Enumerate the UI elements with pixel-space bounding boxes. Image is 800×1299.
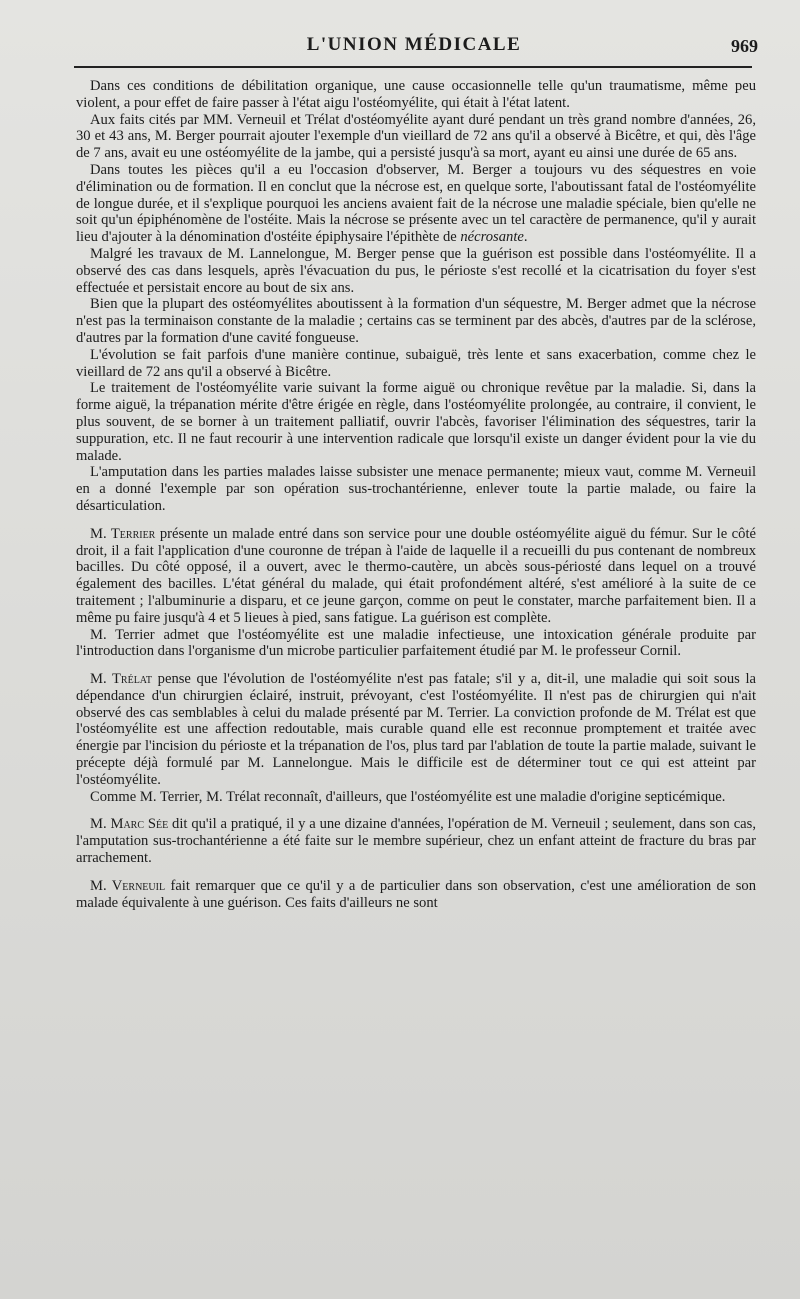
paragraph <box>76 526 756 627</box>
paragraph-text: Dans toutes les pièces qu'il a eu l'occasion d'observer, M. Berger a toujours vu des séquestres en voie d'élimination ou de formation. Il en conclut que la nécrose est, en quelque sorte, l'aboutissant fatal de l'ostéomyélite de longue durée, et il s'explique pourquoi les anciens avaient fait de la nécrose une maladie spéciale, bien qu'elle ne soit qu'un épiphénomène de l'ostéite. Mais la nécrose se présente avec un tel caractère de permanence, qu'il y aurait lieu d'ajouter à la dénomination d'ostéite épiphysaire l'épithète de <box>76 161 756 246</box>
paragraph-text: Aux faits cités par MM. Verneuil et Trélat d'ostéomyélite ayant duré pendant un très grand nombre d'années, 26, 30 et 43 ans, M. Berger pourrait ajouter l'exemple d'un vieillard de 72 ans qu'il a observé à Bicêtre, et qui, dès l'âge de 7 ans, avait eu une ostéomyélite de la jambe, qui a persisté jusqu'à sa mort, ayant eu ainsi une durée de 65 ans. <box>76 111 756 162</box>
article-body <box>76 78 756 911</box>
paragraph-text: M. Terrier admet que l'ostéomyélite est une maladie infectieuse, une intoxication générale produite par l'introduction dans l'organisme d'un microbe particulier parfaitement étudié par M. le professeur Cornil. <box>76 626 756 660</box>
paragraph <box>76 816 756 866</box>
speaker-name: M. Verneuil <box>90 877 166 894</box>
paragraph-text: pense que l'évolution de l'ostéomyélite n'est pas fatale; s'il y a, dit-il, une maladie qui soit sous la dépendance d'un chirurgien éclairé, instruit, prévoyant, c'est l'ostéomyélite. Il n'est pas de chirurgien qui n'ait observé des cas semblables à celui du malade présenté par M. Terrier. La conviction profonde de M. Trélat est que l'ostéomyélite est une affection redoutable, mais curable quand elle est reconnue promptement et traitée avec énergie par l'incision du périoste et la trépanation de l'os, plus tard par l'ablation de toute la partie malade, suivant le précepte déjà formulé par M. Lannelongue. Mais le difficile est de déterminer tout ce qui est atteint par l'ostéomyélite. <box>76 671 756 788</box>
paragraph <box>76 878 756 912</box>
paragraph-text: Comme M. Terrier, M. Trélat reconnaît, d'ailleurs, que l'ostéomyélite est une maladie d'origine septicémique. <box>90 788 726 805</box>
speaker-name: M. Trélat <box>90 671 153 688</box>
journal-title: L'UNION MÉDICALE <box>306 34 522 55</box>
paragraph <box>76 112 756 162</box>
paragraph-text: Bien que la plupart des ostéomyélites aboutissent à la formation d'un séquestre, M. Berger admet que la nécrose n'est pas la terminaison constante de la maladie ; certains cas se terminent par des abcès, d'autres par de la sclérose, d'autres par la formation d'une cavité fongueuse. <box>76 296 756 346</box>
page-number: 969 <box>731 36 758 56</box>
paragraph <box>76 296 756 346</box>
paragraph-text: Malgré les travaux de M. Lannelongue, M. Berger pense que la guérison est possible dans l'ostéomyélite. Il a observé des cas dans lesquels, après l'évacuation du pus, le périoste s'est recollé et la cicatrisation du foyer s'est effectuée et persistait encore au bout de six ans. <box>76 245 756 296</box>
paragraph <box>76 380 756 464</box>
speaker-name: M. Terrier <box>90 525 156 542</box>
paragraph <box>76 347 756 381</box>
paragraph-end: . <box>523 229 528 246</box>
paragraph <box>76 789 756 806</box>
paragraph-text: L'amputation dans les parties malades laisse subsister une menace permanente; mieux vaut, comme M. Verneuil en a donné l'exemple par son opération sus-trochantérienne, enlever toute la partie malade, ou faire la désarticulation. <box>76 464 756 514</box>
paragraph-text: Le traitement de l'ostéomyélite varie suivant la forme aiguë ou chronique revêtue par la maladie. Si, dans la forme aiguë, la trépanation mérite d'être érigée en règle, dans l'ostéomyélite prolongée, au contraire, il convient, le plus souvent, de se borner à un traitement palliatif, ouvrir l'abcès, favoriser l'élimination des séquestres, tarir la suppuration, etc. Il ne faut recourir à une intervention radicale que lorsqu'il existe un danger évident pour la vie du malade. <box>76 380 756 464</box>
paragraph-text: Dans ces conditions de débilitation organique, une cause occasionnelle telle qu'un traumatisme, même peu violent, a pour effet de faire passer à l'état aigu l'ostéomyélite, qui était à l'état latent. <box>76 78 756 111</box>
paragraph-text: présente un malade entré dans son service pour une double ostéomyélite aiguë du fémur. Sur le côté droit, il a fait l'application d'une couronne de trépan à l'aide de laquelle il a recueilli du pus contenant de nombreux bacilles. Du côté opposé, il a ouvert, avec le thermo-cautère, un abcès sous-périosté dans lequel on a trouvé également des bacilles. L'état général du malade, qui était profondément altéré, s'est amélioré à la suite de ce traitement ; l'albuminurie a disparu, et ce jeune garçon, comme on peut le constater, marche parfaitement bien. Il a même pu faire jusqu'à 4 et 5 lieues à pied, sans fatigue. La guérison est complète. <box>76 525 756 626</box>
paragraph <box>76 162 756 246</box>
paragraph-text: dit qu'il a pratiqué, il y a une dizaine d'années, l'opération de M. Verneuil ; seulement, dans son cas, l'amputation sus-trochantérienne a été faite sur le membre supérieur, chez un enfant atteint de fracture du bras par arrachement. <box>76 816 756 867</box>
paragraph <box>76 464 756 514</box>
paragraph <box>76 627 756 661</box>
paragraph <box>76 78 756 112</box>
paragraph <box>76 671 756 789</box>
speaker-name: M. Marc Sée <box>90 816 169 833</box>
paragraph <box>76 246 756 296</box>
header-rule <box>74 66 752 68</box>
paragraph-text: fait remarquer que ce qu'il y a de particulier dans son observation, c'est une amélioration de son malade équivalente à une guérison. Ces faits d'ailleurs ne sont <box>76 877 757 911</box>
paragraph-text: L'évolution se fait parfois d'une manière continue, subaiguë, très lente et sans exacerbation, comme chez le vieillard de 72 ans qu'il a observé à Bicêtre. <box>76 346 756 380</box>
running-header <box>70 34 758 66</box>
italic-term: nécrosante <box>460 229 524 246</box>
